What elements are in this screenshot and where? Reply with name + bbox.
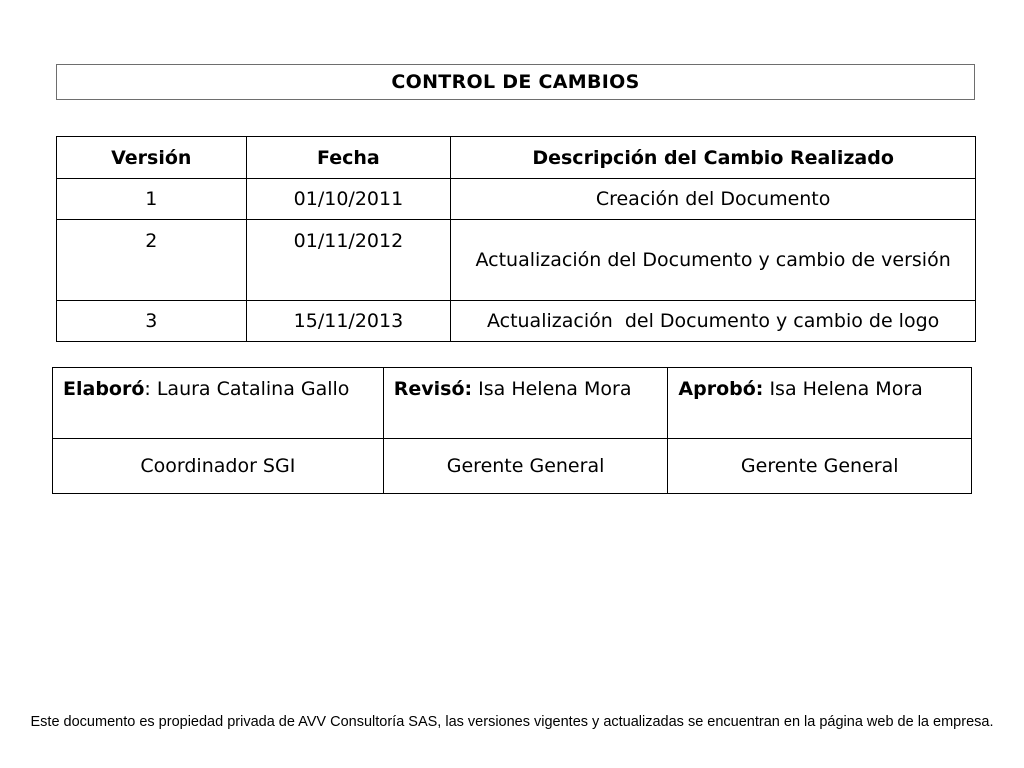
version-cell: 3	[57, 301, 247, 342]
table-header-row	[57, 137, 976, 179]
column-header-date: Fecha	[246, 137, 451, 179]
table-row	[57, 179, 976, 220]
change-control-table	[56, 136, 976, 342]
date-cell: 01/11/2012	[246, 220, 451, 301]
reviewed-by-role: Gerente General	[383, 439, 668, 494]
approved-by-name: Isa Helena Mora	[763, 378, 923, 400]
prepared-by-name: Laura Catalina Gallo	[150, 378, 350, 400]
prepared-by-role: Coordinador SGI	[53, 439, 384, 494]
table-row	[57, 301, 976, 342]
prepared-by-separator: :	[144, 378, 151, 400]
prepared-by-label: Elaboró	[63, 378, 145, 400]
date-cell: 01/10/2011	[246, 179, 451, 220]
version-cell: 1	[57, 179, 247, 220]
reviewed-by-name: Isa Helena Mora	[472, 378, 632, 400]
description-cell: Actualización del Documento y cambio de versión	[451, 220, 976, 301]
column-header-description: Descripción del Cambio Realizado	[451, 137, 976, 179]
description-cell: Actualización del Documento y cambio de logo	[451, 301, 976, 342]
reviewed-by-cell	[383, 368, 668, 439]
version-cell: 2	[57, 220, 247, 301]
signature-table	[52, 367, 972, 494]
approved-by-label: Aprobó:	[678, 378, 764, 400]
approved-by-cell	[668, 368, 972, 439]
signature-roles-row	[53, 439, 972, 494]
column-header-version: Versión	[57, 137, 247, 179]
prepared-by-cell	[53, 368, 384, 439]
footer-notice: Este documento es propiedad privada de AVV Consultoría SAS, las versiones vigentes y actualizadas se encuentran en la página web de la empresa.	[30, 714, 994, 730]
document-title: CONTROL DE CAMBIOS	[56, 64, 975, 100]
table-row	[57, 220, 976, 301]
date-cell: 15/11/2013	[246, 301, 451, 342]
approved-by-role: Gerente General	[668, 439, 972, 494]
description-cell: Creación del Documento	[451, 179, 976, 220]
reviewed-by-label: Revisó:	[393, 378, 473, 400]
signature-names-row	[53, 368, 972, 439]
